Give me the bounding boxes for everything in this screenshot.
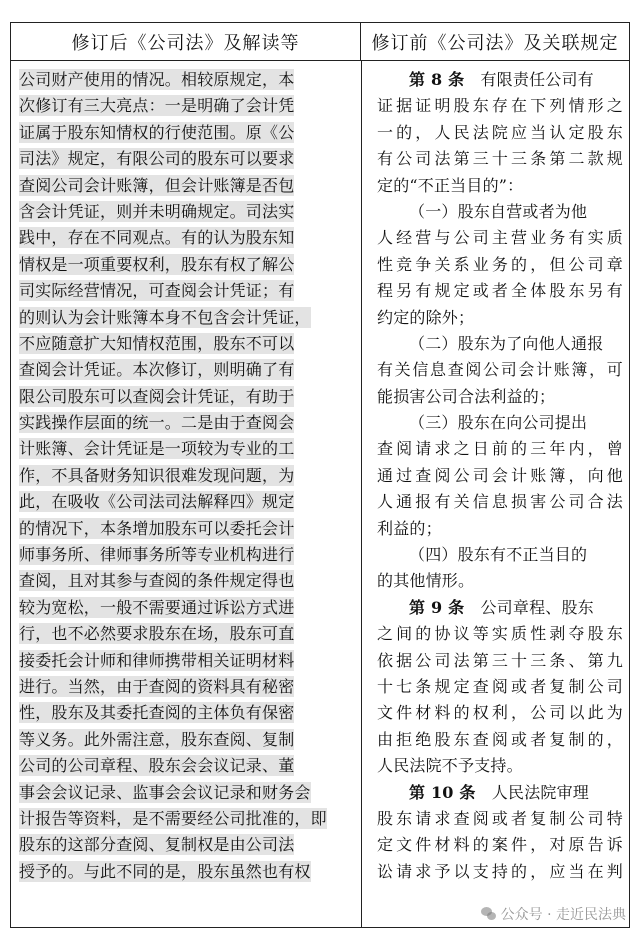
highlighted-text: 计报告等资料，是不需要经公司批准的，即 — [19, 808, 327, 828]
left-text-line — [19, 93, 353, 119]
highlighted-text: 证属于股东知情权的行使范围。原《公 — [19, 122, 295, 142]
right-column-text — [377, 67, 623, 885]
provision-text: 能损害公司合法利益的； — [377, 386, 556, 406]
left-text-line — [19, 806, 353, 832]
left-text-line — [19, 516, 353, 542]
left-text-line — [19, 463, 353, 489]
right-text-line — [377, 410, 623, 436]
provision-text: 证据证明股东存在下列情形之 — [377, 96, 623, 116]
provision-text: 股东请求查阅或者复制公司特 — [377, 808, 623, 828]
highlighted-text: 性，股东及其委托查阅的主体负有保密 — [19, 703, 295, 723]
highlighted-text: 限公司股东可以查阅会计凭证，有助于 — [19, 386, 295, 406]
highlighted-text: 司法》规定，有限公司的股东可以要求 — [19, 149, 295, 169]
highlighted-text: 实践操作层面的统一。二是由于查阅会 — [19, 413, 295, 433]
left-text-line — [19, 146, 353, 172]
highlighted-text: 股东的这部分查阅、复制权是由公司法 — [19, 835, 295, 855]
right-text-line — [377, 331, 623, 357]
left-text-line — [19, 225, 353, 251]
provision-text: 有限责任公司有 — [464, 70, 594, 89]
provision-text: 有公司法第三十三条第二款规 — [377, 149, 623, 169]
right-text-line — [377, 595, 623, 621]
highlighted-text: 次修订有三大亮点：一是明确了会计凭 — [19, 96, 295, 116]
right-text-line — [377, 278, 623, 304]
right-text-line — [377, 780, 623, 806]
provision-text: 约定的除外； — [377, 307, 475, 327]
provision-text: 之间的协议等实质性剥夺股东 — [377, 624, 623, 644]
provision-text: 程另有规定或者全体股东另有 — [377, 281, 623, 301]
highlighted-text: 公司财产使用的情况。相较原规定，本 — [19, 70, 295, 89]
left-text-line — [19, 305, 353, 331]
right-text-line — [377, 384, 623, 410]
highlighted-text: 司实际经营情况，可查阅会计凭证；有 — [19, 281, 295, 301]
article-number: 第 9 条 — [409, 597, 465, 617]
right-text-line — [377, 146, 623, 172]
left-text-line — [19, 621, 353, 647]
highlighted-text: 授予的。与此不同的是，股东虽然也有权 — [19, 861, 311, 881]
highlighted-text: 进行。当然，由于查阅的资料具有秘密 — [19, 676, 295, 696]
left-text-line — [19, 252, 353, 278]
right-text-line — [377, 357, 623, 383]
highlighted-text: 践中，存在不同观点。有的认为股东知 — [19, 228, 295, 248]
right-text-line — [377, 621, 623, 647]
provision-text: 人经营与公司主营业务有实质 — [377, 228, 623, 248]
provision-text: （三）股东在向公司提出 — [409, 413, 588, 433]
watermark — [481, 904, 626, 924]
left-text-line — [19, 727, 353, 753]
left-text-line — [19, 832, 353, 858]
right-text-line — [377, 516, 623, 542]
right-text-line — [377, 753, 623, 779]
right-text-line — [377, 120, 623, 146]
column-divider — [361, 61, 362, 927]
provision-text: 由拒绝股东查阅或者复制的， — [377, 729, 623, 749]
left-text-line — [19, 436, 353, 462]
right-text-line — [377, 832, 623, 858]
provision-text: 定的“不正当目的”： — [377, 175, 524, 195]
right-text-line — [377, 463, 623, 489]
right-text-line — [377, 225, 623, 251]
provision-text: （二）股东为了向他人通报 — [409, 333, 604, 353]
left-column-title: 修订后《公司法》及解读等 — [11, 23, 361, 60]
highlighted-text: 事会会议记录、监事会会议记录和财务会 — [19, 782, 311, 802]
left-text-line — [19, 780, 353, 806]
left-text-line — [19, 489, 353, 515]
right-text-line — [377, 648, 623, 674]
provision-text: 人民法院审理 — [475, 782, 590, 802]
highlighted-text: 行，也不必然要求股东在场，股东可直 — [19, 624, 295, 644]
right-text-line — [377, 859, 623, 885]
provision-text: 依据公司法第三十三条、第九 — [377, 650, 623, 670]
provision-text: （一）股东自营或者为他 — [409, 201, 588, 221]
left-text-line — [19, 384, 353, 410]
article-number: 第 8 条 — [409, 70, 465, 89]
right-text-line — [377, 674, 623, 700]
provision-text: 人通报有关信息损害公司合法 — [377, 492, 623, 512]
highlighted-text: 等义务。此外需注意，股东查阅、复制 — [19, 729, 295, 749]
provision-text: 文件材料的权利，公司以此为 — [377, 703, 623, 723]
left-column-text — [19, 67, 353, 885]
highlighted-text: 的情况下，本条增加股东可以委托会计 — [19, 518, 295, 538]
wechat-icon — [481, 907, 497, 921]
provision-text: 一的，人民法院应当认定股东 — [377, 122, 623, 142]
highlighted-text: 的则认为会计账簿本身不包含会计凭证， — [19, 307, 311, 327]
highlighted-text: 作，不具备财务知识很难发现问题，为 — [19, 465, 295, 485]
left-text-line — [19, 120, 353, 146]
left-text-line — [19, 173, 353, 199]
right-text-line — [377, 489, 623, 515]
provision-text: 的其他情形。 — [377, 571, 475, 591]
highlighted-text: 较为宽松，一般不需要通过诉讼方式进 — [19, 597, 295, 617]
highlighted-text: 查阅公司会计账簿，但会计账簿是否包 — [19, 175, 295, 195]
comparison-table — [10, 22, 630, 928]
right-text-line — [377, 305, 623, 331]
left-text-line — [19, 357, 353, 383]
provision-text: 人民法院不予支持。 — [377, 756, 523, 776]
left-text-line — [19, 331, 353, 357]
provision-text: 利益的； — [377, 518, 442, 538]
provision-text: 讼请求予以支持的，应当在判 — [377, 861, 623, 881]
left-text-line — [19, 410, 353, 436]
left-text-line — [19, 67, 353, 93]
watermark-text: 公众号 · 走近民法典 — [500, 907, 626, 923]
provision-text: 查阅请求之日前的三年内，曾 — [377, 439, 623, 459]
right-text-line — [377, 568, 623, 594]
right-text-line — [377, 252, 623, 278]
provision-text: （四）股东有不正当目的 — [409, 545, 588, 565]
highlighted-text: 计账簿、会计凭证是一项较为专业的工 — [19, 439, 295, 459]
left-text-line — [19, 595, 353, 621]
highlighted-text: 公司的公司章程、股东会会议记录、董 — [19, 756, 295, 776]
right-text-line — [377, 199, 623, 225]
right-column-title: 修订前《公司法》及关联规定 — [371, 32, 619, 54]
left-text-line — [19, 278, 353, 304]
highlighted-text: 情权是一项重要权利，股东有权了解公 — [19, 254, 295, 274]
provision-text: 十七条规定查阅或者复制公司 — [377, 676, 623, 696]
highlighted-text: 师事务所、律师事务所等专业机构进行 — [19, 545, 295, 565]
right-text-line — [377, 67, 623, 93]
right-text-line — [377, 436, 623, 462]
right-text-line — [377, 806, 623, 832]
highlighted-text: 含会计凭证，则并未明确规定。司法实 — [19, 201, 295, 221]
right-text-line — [377, 700, 623, 726]
right-text-line — [377, 727, 623, 753]
highlighted-text: 接委托会计师和律师携带相关证明材料 — [19, 650, 295, 670]
highlighted-text: 查阅会计凭证。本次修订，则明确了有 — [19, 360, 295, 380]
left-text-line — [19, 753, 353, 779]
left-text-line — [19, 542, 353, 568]
right-text-line — [377, 93, 623, 119]
provision-text: 定文件材料的案件，对原告诉 — [377, 835, 623, 855]
highlighted-text: 查阅，且对其参与查阅的条件规定得也 — [19, 571, 295, 591]
highlighted-text: 此，在吸收《公司法司法解释四》规定 — [19, 492, 295, 512]
highlighted-text: 不应随意扩大知情权范围，股东不可以 — [19, 333, 295, 353]
left-text-line — [19, 199, 353, 225]
provision-text: 性竞争关系业务的，但公司章 — [377, 254, 623, 274]
left-text-line — [19, 700, 353, 726]
table-header — [11, 23, 629, 61]
article-number: 第 10 条 — [409, 782, 476, 802]
left-text-line — [19, 568, 353, 594]
provision-text: 公司章程、股东 — [464, 597, 594, 617]
right-text-line — [377, 173, 623, 199]
left-text-line — [19, 648, 353, 674]
right-text-line — [377, 542, 623, 568]
left-text-line — [19, 674, 353, 700]
provision-text: 通过查阅公司会计账簿，向他 — [377, 465, 623, 485]
left-text-line — [19, 859, 353, 885]
provision-text: 有关信息查阅公司会计账簿，可 — [377, 360, 623, 380]
